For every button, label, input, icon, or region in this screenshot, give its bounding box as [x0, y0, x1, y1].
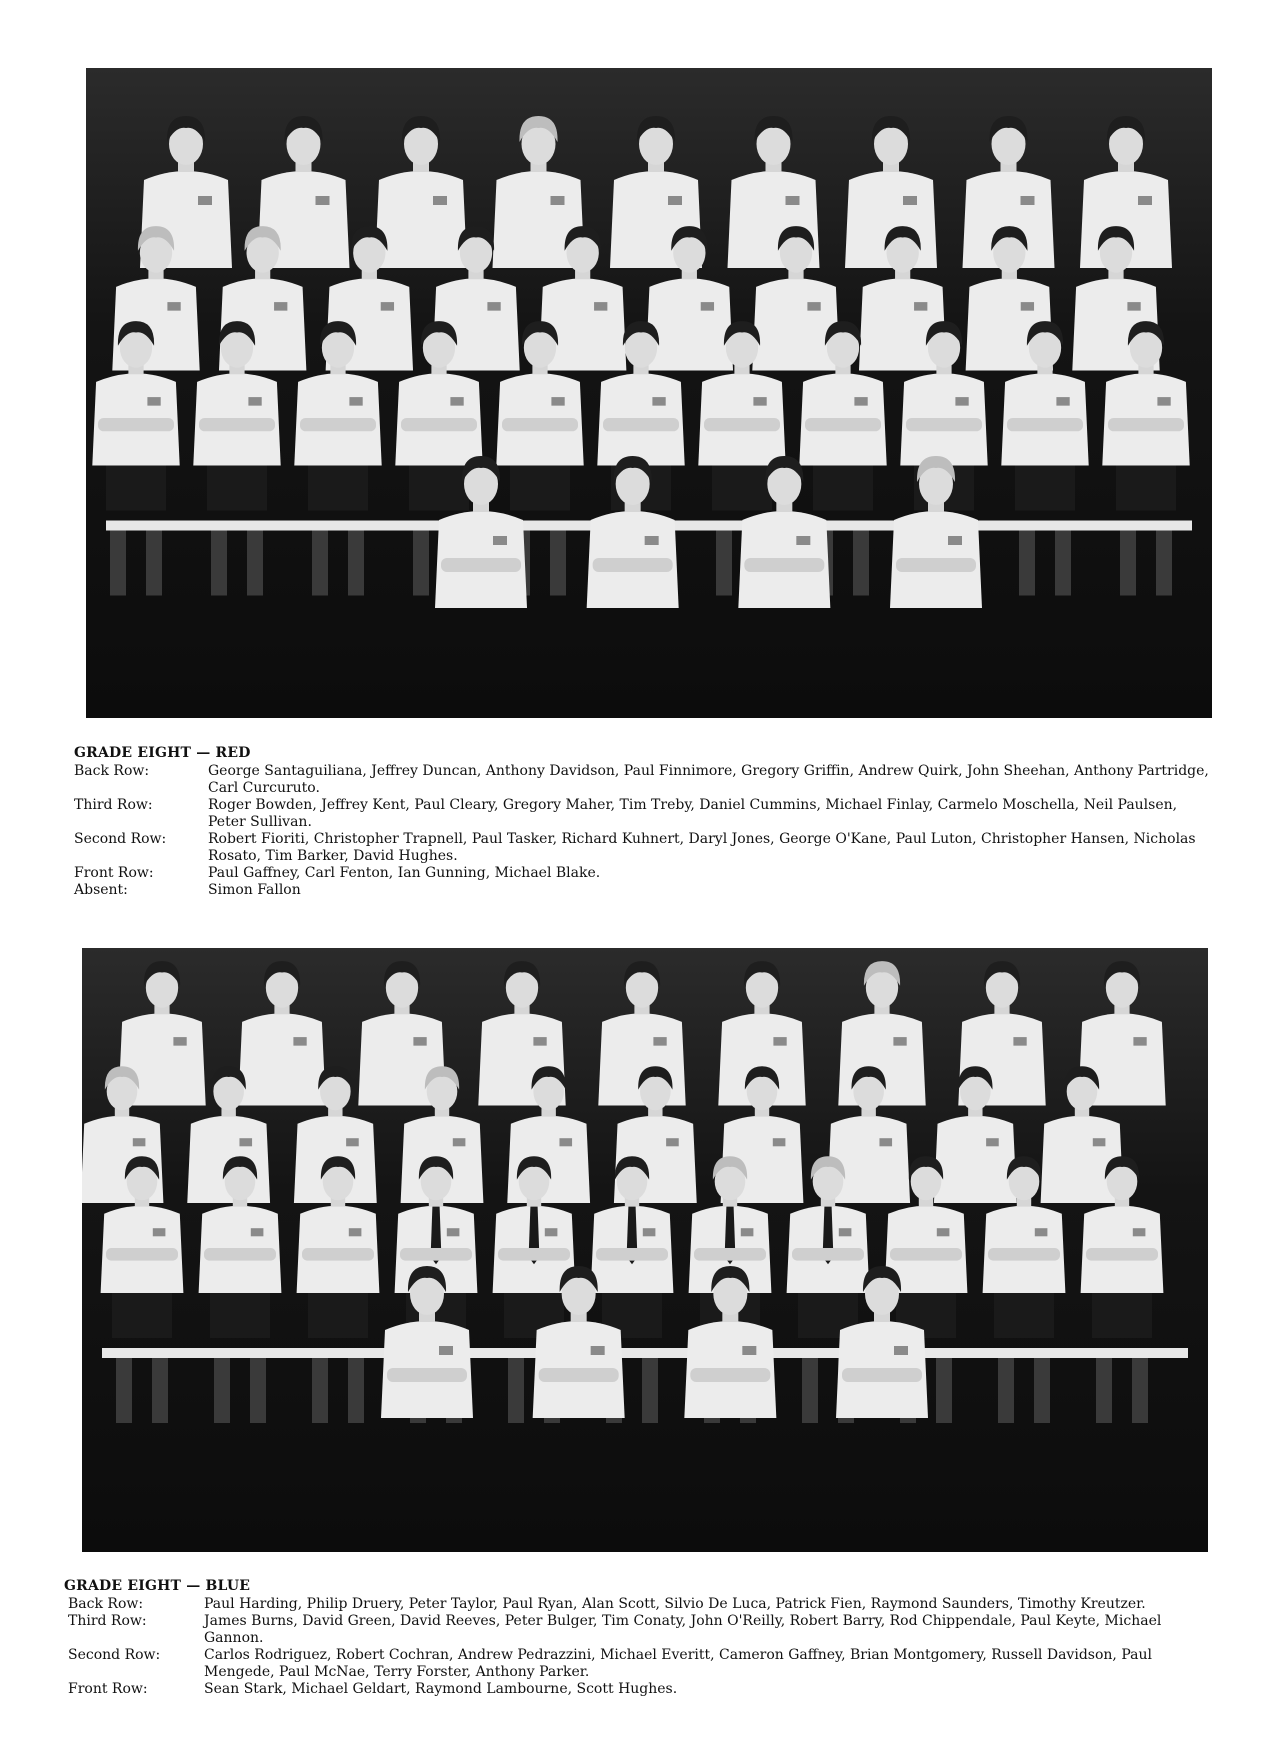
sock [1034, 1353, 1050, 1423]
sock [716, 526, 732, 596]
class-photo-blue-image [82, 948, 1208, 1552]
shorts [308, 466, 368, 511]
shorts [409, 466, 469, 511]
class-photo-blue [82, 948, 1208, 1552]
sock [116, 1353, 132, 1423]
sock [550, 526, 566, 596]
shorts [1015, 466, 1075, 511]
row-label: Back Row: [68, 1596, 144, 1612]
class-photo-red [86, 68, 1212, 718]
row-label: Back Row: [74, 763, 150, 779]
sock [312, 1353, 328, 1423]
caption-red-third-row [74, 797, 1214, 831]
sock [1156, 526, 1172, 596]
row-names: George Santaguiliana, Jeffrey Duncan, Anthony Davidson, Paul Finnimore, Gregory Griffin, Andrew Quirk, John Sheehan, Anthony Partridge, Carl Curcuruto. [208, 763, 1209, 796]
row-names: Paul Harding, Philip Druery, Peter Taylor, Paul Ryan, Alan Scott, Silvio De Luca, Patrick Fien, Raymond Saunders, Timothy Kreutzer. [204, 1596, 1146, 1612]
sock [1055, 526, 1071, 596]
row-names: Roger Bowden, Jeffrey Kent, Paul Cleary, Gregory Maher, Tim Treby, Daniel Cummins, Michael Finlay, Carmelo Moschella, Neil Paulsen, Peter Sullivan. [208, 797, 1178, 830]
shorts [712, 466, 772, 511]
caption-red-second-row [74, 831, 1214, 865]
sock [214, 1353, 230, 1423]
sock [413, 526, 429, 596]
row-names: Robert Fioriti, Christopher Trapnell, Paul Tasker, Richard Kuhnert, Daryl Jones, George O'Kane, Paul Luton, Christopher Hansen, Nicholas Rosato, Tim Barker, David Hughes. [208, 831, 1196, 864]
shorts [994, 1293, 1054, 1338]
caption-red-title: GRADE EIGHT — RED [74, 745, 251, 761]
sock [146, 526, 162, 596]
sock [211, 526, 227, 596]
caption-blue-front-row [64, 1681, 1204, 1698]
student-figure [238, 961, 325, 1105]
caption-red-absent [74, 882, 1214, 899]
shorts [813, 466, 873, 511]
sock [1019, 526, 1035, 596]
student-figure [375, 116, 467, 268]
sock [1096, 1353, 1112, 1423]
row-label: Second Row: [74, 831, 167, 847]
row-names: Paul Gaffney, Carl Fenton, Ian Gunning, Michael Blake. [208, 865, 601, 881]
shorts [106, 466, 166, 511]
sock [936, 1353, 952, 1423]
sock [348, 1353, 364, 1423]
row-names: Carlos Rodriguez, Robert Cochran, Andrew Pedrazzini, Michael Everitt, Cameron Gaffney, Brian Montgomery, Russell Davidson, Paul Mengede, Paul McNae, Terry Forster, Anthony Parker. [204, 1647, 1152, 1680]
row-names: James Burns, David Green, David Reeves, Peter Bulger, Tim Conaty, John O'Reilly, Robert Barry, Rod Chippendale, Paul Keyte, Michael Gannon. [204, 1613, 1162, 1646]
caption-red-back-row [74, 763, 1214, 797]
row-label: Second Row: [68, 1647, 161, 1663]
shorts [1116, 466, 1176, 511]
row-label: Third Row: [68, 1613, 147, 1629]
caption-red [74, 745, 1214, 899]
sock [110, 526, 126, 596]
row-label: Front Row: [74, 865, 154, 881]
row-label: Absent: [74, 882, 128, 898]
sock [508, 1353, 524, 1423]
sock [312, 526, 328, 596]
shorts [210, 1293, 270, 1338]
caption-blue-back-row [64, 1596, 1204, 1613]
sock [152, 1353, 168, 1423]
sock [1120, 526, 1136, 596]
bench [102, 1348, 1188, 1358]
sock [802, 1353, 818, 1423]
caption-red-front-row [74, 865, 1214, 882]
caption-blue [64, 1578, 1204, 1698]
shorts [510, 466, 570, 511]
sock [348, 526, 364, 596]
sock [250, 1353, 266, 1423]
shorts [207, 466, 267, 511]
shorts [112, 1293, 172, 1338]
caption-blue-third-row [64, 1613, 1204, 1647]
caption-blue-second-row [64, 1647, 1204, 1681]
shorts [1092, 1293, 1152, 1338]
row-names: Sean Stark, Michael Geldart, Raymond Lambourne, Scott Hughes. [204, 1681, 678, 1697]
sock [247, 526, 263, 596]
caption-blue-title: GRADE EIGHT — BLUE [64, 1578, 251, 1594]
row-names: Simon Fallon [208, 882, 301, 898]
sock [853, 526, 869, 596]
sock [998, 1353, 1014, 1423]
sock [642, 1353, 658, 1423]
shorts [308, 1293, 368, 1338]
row-label: Third Row: [74, 797, 153, 813]
class-photo-red-image [86, 68, 1212, 718]
sock [1132, 1353, 1148, 1423]
row-label: Front Row: [68, 1681, 148, 1697]
